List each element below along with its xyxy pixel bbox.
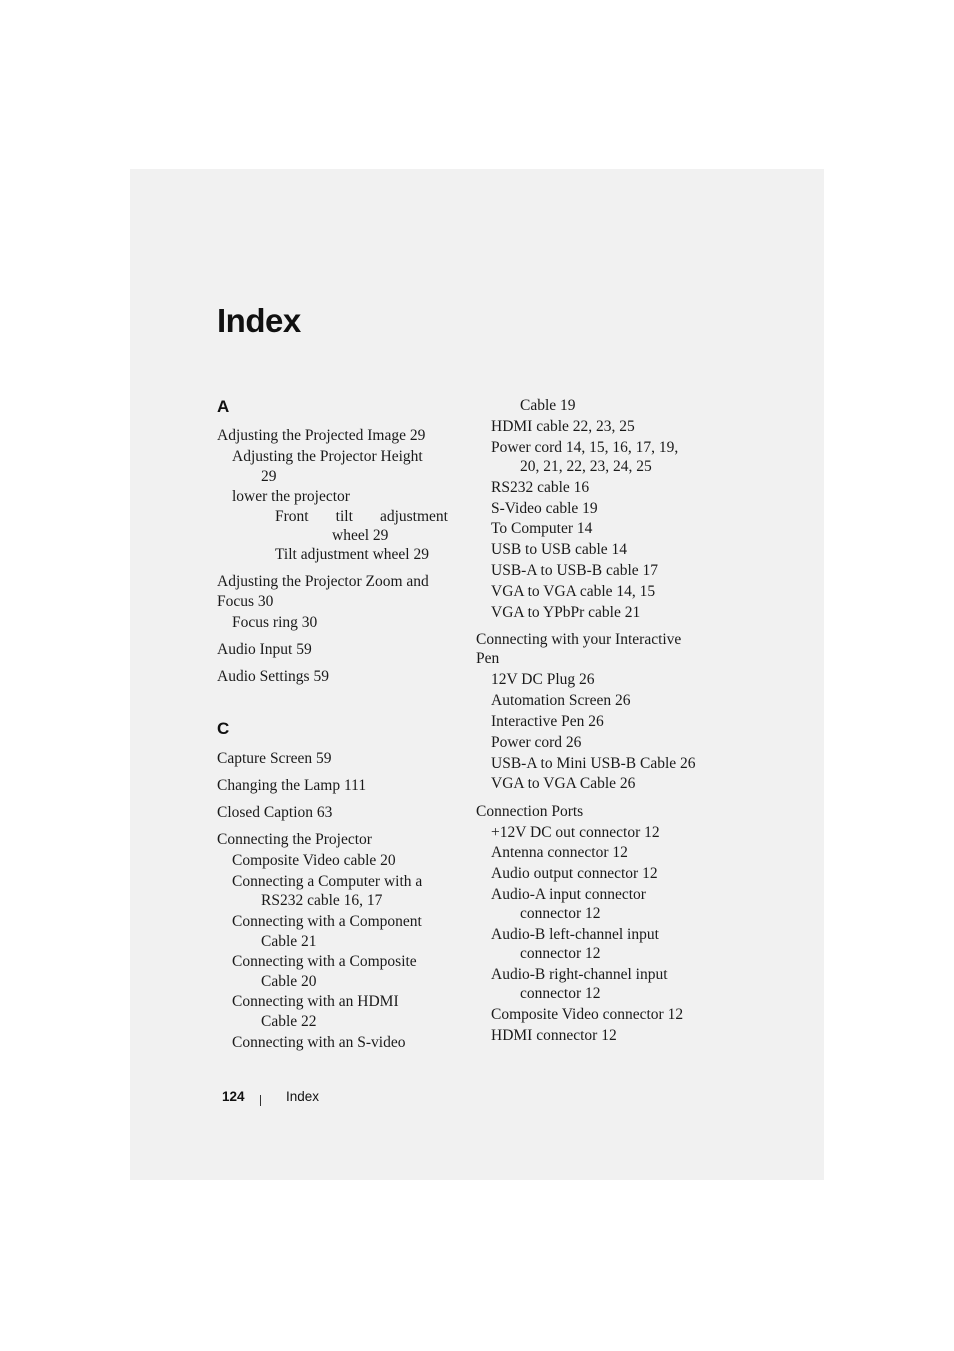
index-continuation: Cable 21 xyxy=(261,933,317,950)
index-subentry: S-Video cable 19 xyxy=(491,500,598,517)
index-subentry: Adjusting the Projector Height xyxy=(232,448,423,465)
index-continuation: 29 xyxy=(261,468,277,485)
section-letter-c: C xyxy=(217,719,230,738)
index-entry: Adjusting the Projector Zoom and xyxy=(217,573,429,590)
index-subentry: HDMI connector 12 xyxy=(491,1027,617,1044)
section-letter-a: A xyxy=(217,397,230,416)
index-entry: Connecting the Projector xyxy=(217,831,372,848)
index-continuation: connector 12 xyxy=(520,985,601,1002)
index-subentry: VGA to VGA cable 14, 15 xyxy=(491,583,656,600)
index-subentry: Connecting with a Component xyxy=(232,913,422,930)
index-subentry: Power cord 14, 15, 16, 17, 19, xyxy=(491,439,679,456)
index-subentry: Power cord 26 xyxy=(491,734,582,751)
index-entry: Connection Ports xyxy=(476,803,584,820)
index-continuation: wheel 29 xyxy=(332,527,389,544)
index-subentry: lower the projector xyxy=(232,488,350,505)
index-subsubentry-justified xyxy=(275,507,448,526)
index-entry: Capture Screen 59 xyxy=(217,750,332,767)
index-entry: Adjusting the Projected Image 29 xyxy=(217,427,426,444)
index-entry-continuation: Focus 30 xyxy=(217,593,274,610)
index-subentry: Audio output connector 12 xyxy=(491,865,658,882)
index-subentry: Audio-A input connector xyxy=(491,886,646,903)
index-subentry: Connecting with a Composite xyxy=(232,953,417,970)
index-subentry: Connecting a Computer with a xyxy=(232,873,423,890)
index-continuation: Cable 20 xyxy=(261,973,317,990)
index-word: adjustment xyxy=(379,508,448,525)
index-subentry: USB to USB cable 14 xyxy=(491,541,628,558)
index-subentry: USB-A to Mini USB-B Cable 26 xyxy=(491,755,696,772)
index-subentry: Composite Video cable 20 xyxy=(232,852,396,869)
index-word: Front xyxy=(275,508,309,525)
index-subentry: Connecting with an HDMI xyxy=(232,993,399,1010)
index-subentry: Antenna connector 12 xyxy=(491,844,628,861)
index-continuation: connector 12 xyxy=(520,945,601,962)
index-subentry: VGA to YPbPr cable 21 xyxy=(491,604,641,621)
index-continuation: RS232 cable 16, 17 xyxy=(261,892,383,909)
index-subentry: To Computer 14 xyxy=(491,520,593,537)
index-entry-continuation: Pen xyxy=(476,650,500,667)
index-subentry: +12V DC out connector 12 xyxy=(491,824,660,841)
index-subentry: USB-A to USB-B cable 17 xyxy=(491,562,659,579)
index-entry: Changing the Lamp 111 xyxy=(217,777,367,794)
index-subentry: VGA to VGA Cable 26 xyxy=(491,775,636,792)
index-continuation: Cable 22 xyxy=(261,1013,317,1030)
index-subentry: Composite Video connector 12 xyxy=(491,1006,684,1023)
footer-section-label: Index xyxy=(286,1089,320,1104)
index-subsubentry: Tilt adjustment wheel 29 xyxy=(275,546,429,563)
index-entry: Audio Input 59 xyxy=(217,641,312,658)
index-entry: Closed Caption 63 xyxy=(217,804,333,821)
index-word: tilt xyxy=(335,508,353,525)
index-entry: Connecting with your Interactive xyxy=(476,631,682,648)
index-continuation: connector 12 xyxy=(520,905,601,922)
index-subentry: Focus ring 30 xyxy=(232,614,318,631)
page-number: 124 xyxy=(222,1089,245,1104)
index-subentry: RS232 cable 16 xyxy=(491,479,590,496)
footer-divider xyxy=(260,1095,261,1106)
index-subentry: 12V DC Plug 26 xyxy=(491,671,595,688)
index-subentry: HDMI cable 22, 23, 25 xyxy=(491,418,635,435)
index-entry: Audio Settings 59 xyxy=(217,668,329,685)
index-continuation: Cable 19 xyxy=(520,397,576,414)
index-subentry: Automation Screen 26 xyxy=(491,692,631,709)
index-subentry: Audio-B right-channel input xyxy=(491,966,668,983)
page-title: Index xyxy=(217,302,301,339)
index-subentry: Connecting with an S-video xyxy=(232,1034,406,1051)
index-continuation: 20, 21, 22, 23, 24, 25 xyxy=(520,458,652,475)
index-subentry: Interactive Pen 26 xyxy=(491,713,604,730)
index-subentry: Audio-B left-channel input xyxy=(491,926,659,943)
